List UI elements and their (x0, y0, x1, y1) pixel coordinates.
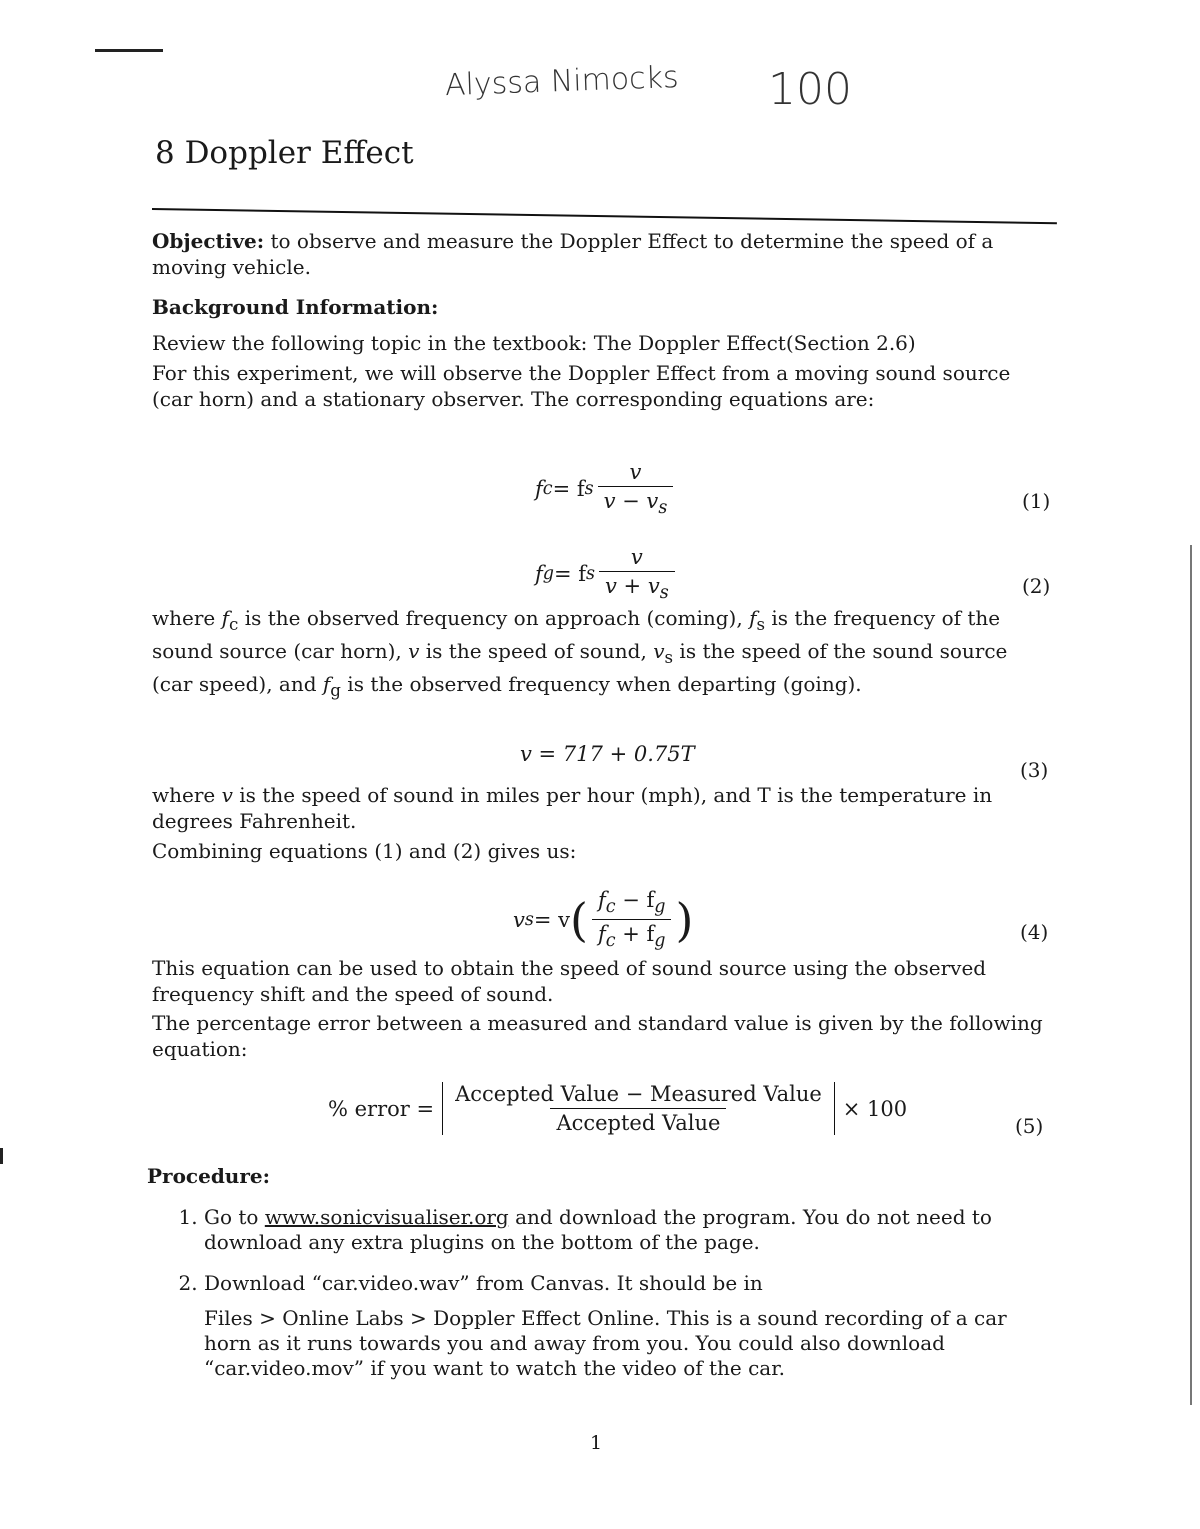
where2-v: v (221, 783, 233, 807)
where1-v: v (408, 639, 420, 663)
eq4-den-b-sub: g (654, 931, 666, 952)
where-paragraph-1 (152, 605, 1052, 704)
eq4-den-a-sub: c (605, 931, 616, 952)
equation-3: v = 717 + 0.75T (520, 742, 695, 766)
eq2-mid: = f (553, 562, 587, 587)
equation-5 (328, 1082, 907, 1135)
eq2-numerator: v (630, 545, 643, 569)
scan-mark-left-edge (0, 1148, 3, 1164)
scan-mark-top-left (95, 49, 163, 52)
step2-text-a: 2. Download “car.video.wav” from Canvas. It should be in (204, 1271, 763, 1295)
background-line-1: Review the following topic in the textbook: The Doppler Effect(Section 2.6) (152, 331, 916, 355)
equation-4-explanation: This equation can be used to obtain the speed of sound source using the observed frequency shift and the speed of sound. (152, 956, 987, 1006)
background-heading: Background Information: (152, 295, 439, 319)
where1-text-5: is the speed of the sound source (car speed), and (152, 639, 1008, 696)
where1-fg-sub: g (330, 681, 341, 700)
where1-fg: f (322, 672, 331, 696)
objective-text: to observe and measure the Doppler Effect to determine the speed of a moving vehicle. (152, 229, 994, 279)
combining-line: Combining equations (1) and (2) gives us: (152, 839, 577, 863)
where1-text-3: is the frequency of the sound source (car horn), (152, 606, 1001, 663)
eq4-denominator (592, 919, 672, 951)
eq2-den-sub: s (659, 583, 669, 604)
title-rule (152, 208, 1057, 224)
equation-5-number: (5) (1015, 1114, 1044, 1138)
where1-fs-sub: s (756, 615, 766, 634)
eq1-mid-sub: s (584, 479, 594, 500)
eq2-denominator (599, 571, 675, 603)
eq1-lhs-sub: c (542, 479, 553, 500)
eq1-mid: = f (552, 477, 585, 502)
handwritten-score: 100 (768, 64, 852, 115)
objective-label: Objective: (152, 229, 265, 253)
procedure-step-2 (204, 1271, 1054, 1381)
eq4-left-paren: ( (570, 892, 588, 947)
sonicvisualiser-link[interactable]: www.sonicvisualiser.org (264, 1205, 509, 1229)
eq1-numerator: v (629, 460, 642, 484)
eq4-fraction (592, 888, 672, 951)
eq2-fraction (599, 545, 675, 603)
procedure-heading: Procedure: (147, 1164, 270, 1188)
eq1-den-text: v − v (603, 489, 659, 513)
eq5-denominator: Accepted Value (550, 1108, 726, 1135)
eq1-den-sub: s (658, 498, 668, 519)
eq5-numerator: Accepted Value − Measured Value (455, 1082, 822, 1106)
eq4-mid: = v (533, 907, 570, 932)
equation-1-number: (1) (1022, 489, 1051, 513)
eq4-right-paren: ) (675, 892, 694, 947)
where2-text-2: is the speed of sound in miles per hour (mph), and T is the temperature in degrees Fahrenheit. (152, 783, 993, 833)
page-number: 1 (590, 1432, 603, 1454)
eq5-lhs: % error = (328, 1096, 435, 1121)
where1-text-1: where (152, 606, 222, 630)
background-line-2: For this experiment, we will observe the Doppler Effect from a moving sound source (car horn) and a stationary observer. The corresponding equations are: (152, 361, 1011, 411)
where1-text-4: is the speed of sound, (419, 639, 654, 663)
equation-2 (535, 545, 679, 603)
step2-text-b: Files > Online Labs > Doppler Effect Online. This is a sound recording of a car horn as it runs towards you and away from you. You could also download “car.video.mov” if you want to watch the video of the car. (204, 1306, 1007, 1380)
where1-fs: f (749, 606, 757, 630)
eq5-rhs: × 100 (842, 1096, 908, 1121)
where1-text-6: is the observed frequency when departing (going). (340, 672, 862, 696)
eq4-num-a: f (597, 888, 606, 912)
eq2-den-text: v + v (605, 574, 660, 598)
procedure-step-1 (204, 1205, 1054, 1255)
eq2-mid-sub: s (586, 564, 596, 585)
eq4-den-a: f (597, 922, 606, 947)
page-title: 8 Doppler Effect (155, 135, 414, 171)
equation-3-number: (3) (1020, 758, 1049, 782)
objective-paragraph (152, 228, 1052, 280)
eq1-lhs: f (535, 477, 543, 502)
eq5-absolute-value (442, 1082, 835, 1135)
eq4-num-a-sub: c (605, 897, 616, 918)
percent-error-intro: The percentage error between a measured and standard value is given by the following equation: (152, 1011, 1043, 1061)
where1-vs-sub: s (664, 648, 674, 667)
procedure-list (160, 1205, 1054, 1397)
where2-text-1: where (152, 783, 222, 807)
eq4-lhs-sub: s (524, 909, 534, 930)
eq4-numerator (592, 888, 672, 919)
where-paragraph-2 (152, 782, 1052, 834)
eq4-num-b-sub: g (654, 897, 666, 918)
equation-4 (513, 888, 693, 951)
where1-text-2: is the observed frequency on approach (coming), (238, 606, 750, 630)
equation-4-number: (4) (1020, 920, 1049, 944)
handwritten-name: Alyssa Nimocks (444, 59, 680, 104)
where1-vs: v (653, 639, 665, 663)
eq2-lhs: f (535, 562, 543, 587)
step1-text-b: and download the program. You do not need to download any extra plugins on the bottom of the page. (204, 1205, 992, 1254)
eq4-num-op: − f (615, 888, 655, 912)
step1-text-a: Go to (204, 1205, 265, 1229)
equation-1 (535, 460, 677, 518)
scan-mark-right-edge (1190, 545, 1192, 1405)
eq1-denominator (598, 486, 674, 518)
where1-fc-sub: c (229, 615, 239, 634)
eq5-fraction (449, 1082, 828, 1135)
equation-2-number: (2) (1022, 574, 1051, 598)
eq4-den-op: + f (615, 922, 655, 947)
eq2-lhs-sub: g (542, 564, 554, 585)
where1-fc: f (221, 606, 229, 630)
eq4-lhs: v (513, 907, 525, 932)
eq1-fraction (598, 460, 674, 518)
